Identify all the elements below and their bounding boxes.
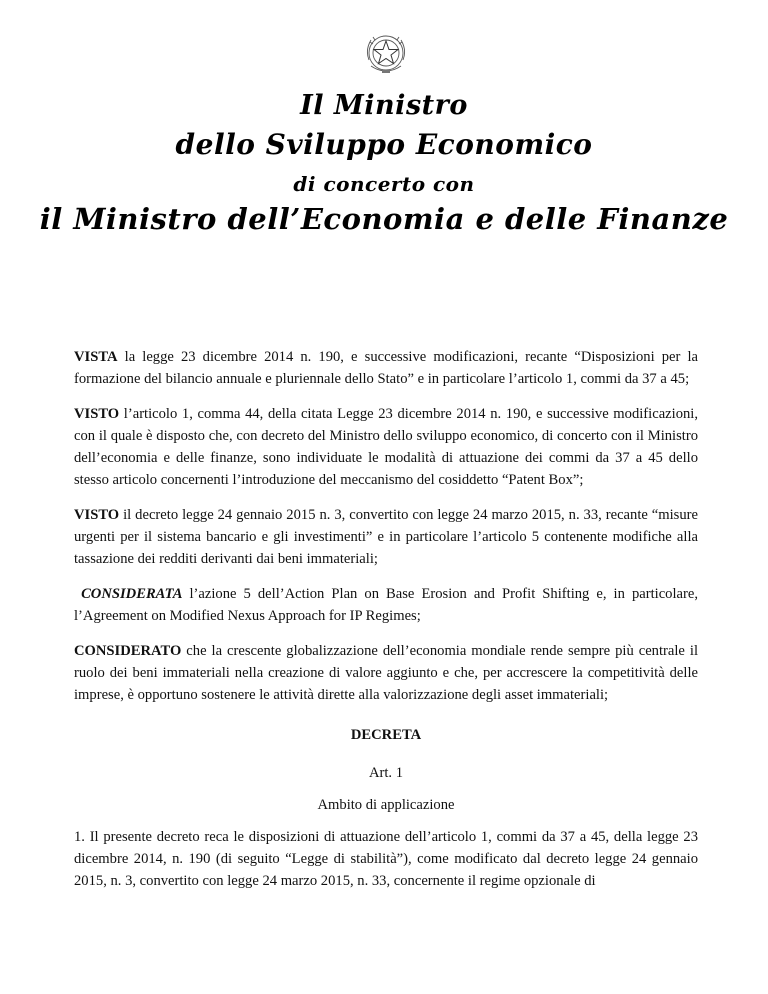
decreta-heading: DECRETA xyxy=(350,727,422,743)
letterhead-line-1: Il Ministro xyxy=(300,90,468,121)
decree-body xyxy=(74,346,698,905)
article-number: Art. 1 xyxy=(368,765,404,781)
letterhead-line-2: dello Sviluppo Economico xyxy=(175,128,593,161)
paragraph-text: che la crescente globalizzazione dell’economia mondiale rende sempre più centrale il ruolo dei beni immateriali nella creazione di valore aggiunto e che, per accrescere la competitività delle imprese, è opportuno sostenere le attività dirette alla valorizzazione degli asset immateriali; xyxy=(74,643,698,703)
letterhead-line-4: il Ministro dell’Economia e delle Finanze xyxy=(39,202,729,236)
italian-republic-emblem-icon xyxy=(363,30,409,80)
preamble-paragraph xyxy=(74,403,698,491)
paragraph-text: il decreto legge 24 gennaio 2015 n. 3, convertito con legge 24 marzo 2015, n. 33, recante “misure urgenti per il sistema bancario e gli investimenti” e in particolare l’articolo 5 contenente modifiche alla tassazione dei redditi derivanti dai beni immateriali; xyxy=(74,507,698,567)
paragraph-text: l’azione 5 dell’Action Plan on Base Erosion and Profit Shifting e, in particolare, l’Agreement on Modified Nexus Approach for IP Regimes; xyxy=(74,586,698,624)
paragraph-lead: VISTA xyxy=(74,349,118,365)
preamble-paragraph xyxy=(74,583,698,627)
preamble-paragraph xyxy=(74,504,698,570)
letterhead-line-3: di concerto con xyxy=(293,172,475,196)
preamble-paragraph xyxy=(74,640,698,706)
paragraph-lead: CONSIDERATA xyxy=(81,586,183,602)
paragraph-lead: VISTO xyxy=(74,507,120,523)
paragraph-text: la legge 23 dicembre 2014 n. 190, e successive modificazioni, recante “Disposizioni per la formazione del bilancio annuale e pluriennale dello Stato” e in particolare l’articolo 1, commi da 37 a 45; xyxy=(74,349,698,387)
preamble-paragraph xyxy=(74,346,698,390)
article-title: Ambito di applicazione xyxy=(317,797,455,813)
article-paragraph: 1. Il presente decreto reca le disposizioni di attuazione dell’articolo 1, commi da 37 a 45, della legge 23 dicembre 2014, n. 190 (di seguito “Legge di stabilità”), come modificato dal decreto legge 24 gennaio 2015, n. 3, convertito con legge 24 marzo 2015, n. 33, concernente il regime opzionale di xyxy=(74,829,698,889)
paragraph-text: l’articolo 1, comma 44, della citata Legge 23 dicembre 2014 n. 190, e successive modificazioni, con il quale è disposto che, con decreto del Ministro dello sviluppo economico, di concerto con il Ministro dell’economia e delle finanze, sono individuate le modalità di attuazione dei commi da 37 a 45 dello stesso articolo concernenti l’introduzione del meccanismo del cosiddetto “Patent Box”; xyxy=(74,406,698,488)
paragraph-lead: VISTO xyxy=(74,406,120,422)
paragraph-lead: CONSIDERATO xyxy=(74,643,182,659)
